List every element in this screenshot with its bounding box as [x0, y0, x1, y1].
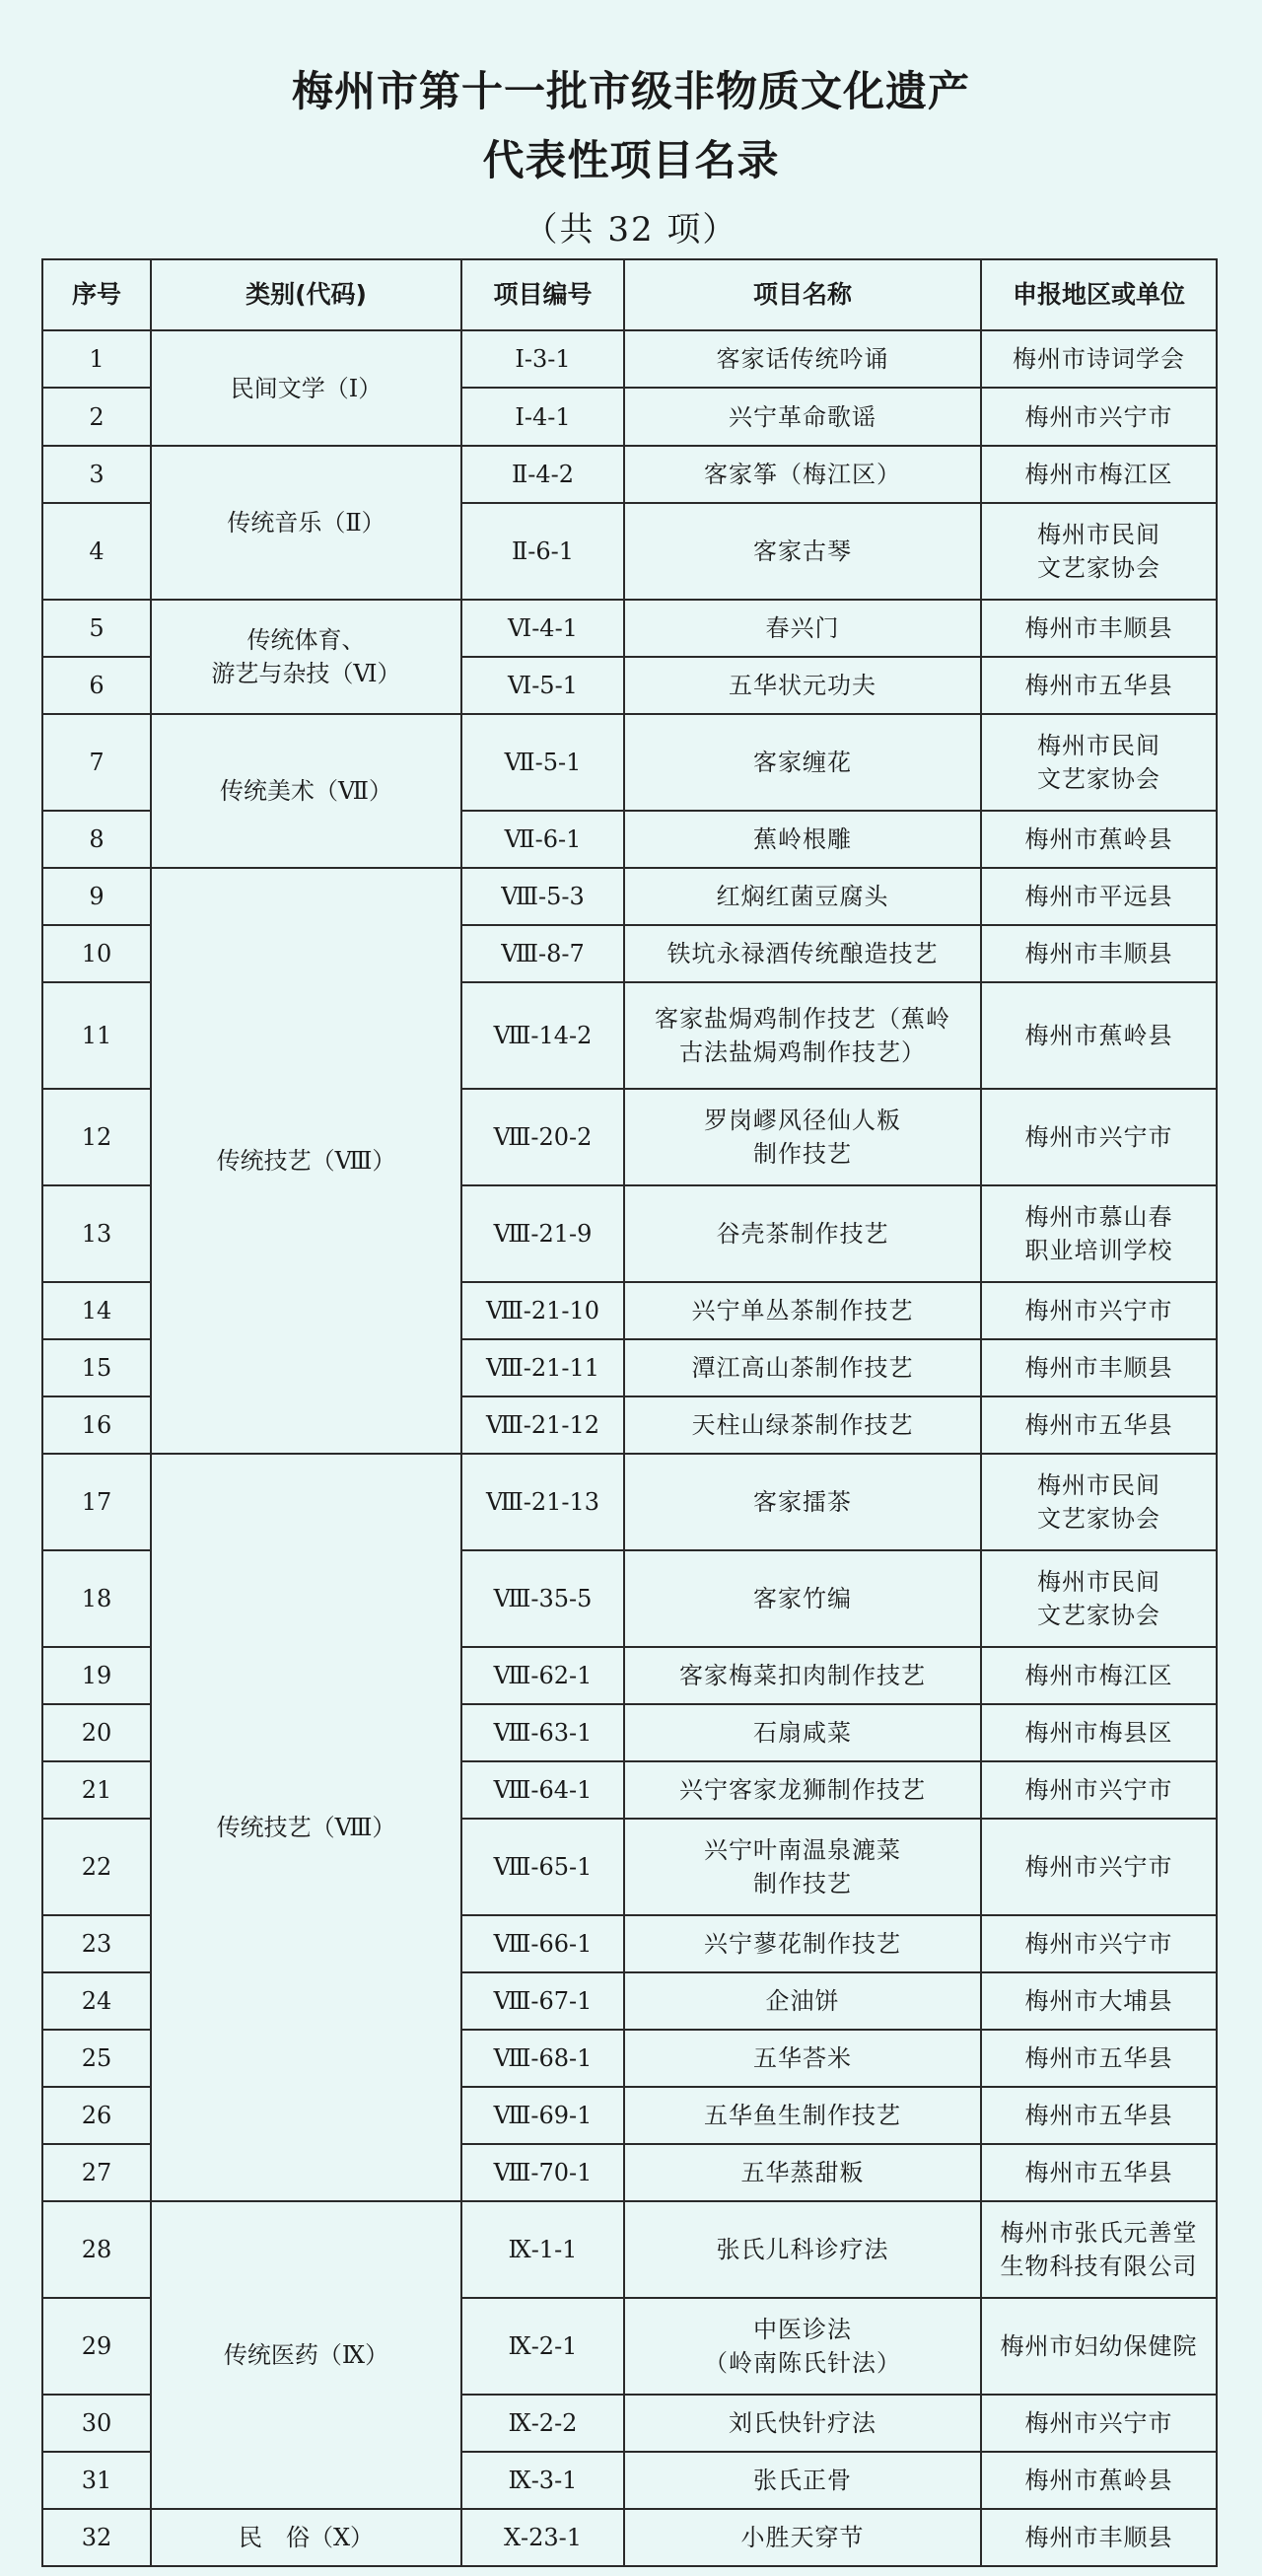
applicant-region: 梅州市丰顺县: [981, 2509, 1217, 2566]
row-number: 32: [42, 2509, 151, 2566]
heritage-table: [41, 258, 1218, 2567]
project-name: 刘氏快针疗法: [624, 2395, 981, 2452]
applicant-region: 梅州市兴宁市: [981, 388, 1217, 446]
applicant-region: 梅州市五华县: [981, 2030, 1217, 2087]
project-code: Ⅸ-2-2: [461, 2395, 624, 2452]
project-code: Ⅰ-3-1: [461, 330, 624, 388]
applicant-region: 梅州市梅江区: [981, 446, 1217, 503]
row-number: 31: [42, 2452, 151, 2509]
project-name: 天柱山绿茶制作技艺: [624, 1396, 981, 1454]
project-code: Ⅷ-20-2: [461, 1089, 624, 1185]
row-number: 14: [42, 1282, 151, 1339]
project-code: Ⅵ-5-1: [461, 657, 624, 714]
row-number: 2: [42, 388, 151, 446]
applicant-region: 梅州市大埔县: [981, 1972, 1217, 2030]
row-number: 26: [42, 2087, 151, 2144]
row-number: 7: [42, 714, 151, 811]
table-row: [42, 2509, 1217, 2566]
project-code: Ⅷ-21-11: [461, 1339, 624, 1396]
project-name: 客家梅菜扣肉制作技艺: [624, 1647, 981, 1704]
project-code: Ⅰ-4-1: [461, 388, 624, 446]
project-code: Ⅸ-2-1: [461, 2298, 624, 2395]
row-number: 11: [42, 982, 151, 1089]
applicant-region: 梅州市丰顺县: [981, 600, 1217, 657]
row-number: 17: [42, 1454, 151, 1550]
category-cell: 传统技艺（Ⅷ）: [151, 1454, 461, 2201]
applicant-region: 梅州市慕山春 职业培训学校: [981, 1185, 1217, 1282]
row-number: 29: [42, 2298, 151, 2395]
row-number: 5: [42, 600, 151, 657]
page-title-line1: 梅州市第十一批市级非物质文化遗产: [291, 67, 970, 115]
row-number: 3: [42, 446, 151, 503]
table-header-row: [42, 259, 1217, 330]
project-name: 小胜天穿节: [624, 2509, 981, 2566]
project-code: Ⅷ-8-7: [461, 925, 624, 982]
project-code: Ⅱ-6-1: [461, 503, 624, 600]
row-number: 20: [42, 1704, 151, 1761]
applicant-region: 梅州市五华县: [981, 1396, 1217, 1454]
project-name: 兴宁客家龙狮制作技艺: [624, 1761, 981, 1819]
project-name: 张氏儿科诊疗法: [624, 2201, 981, 2298]
row-number: 22: [42, 1819, 151, 1915]
project-code: Ⅷ-14-2: [461, 982, 624, 1089]
project-code: Ⅸ-1-1: [461, 2201, 624, 2298]
project-name: 罗岗嵺风径仙人粄 制作技艺: [624, 1089, 981, 1185]
applicant-region: 梅州市五华县: [981, 657, 1217, 714]
table-row: [42, 600, 1217, 657]
table-body: [42, 330, 1217, 2566]
project-code: Ⅶ-5-1: [461, 714, 624, 811]
applicant-region: 梅州市民间 文艺家协会: [981, 1454, 1217, 1550]
project-code: Ⅷ-21-13: [461, 1454, 624, 1550]
project-name: 客家竹编: [624, 1550, 981, 1647]
applicant-region: 梅州市五华县: [981, 2087, 1217, 2144]
applicant-region: 梅州市张氏元善堂 生物科技有限公司: [981, 2201, 1217, 2298]
applicant-region: 梅州市诗词学会: [981, 330, 1217, 388]
column-header-category: 类别(代码): [151, 259, 461, 330]
column-header-region: 申报地区或单位: [981, 259, 1217, 330]
applicant-region: 梅州市丰顺县: [981, 925, 1217, 982]
project-name: 客家缠花: [624, 714, 981, 811]
project-name: 兴宁叶南温泉漉菜 制作技艺: [624, 1819, 981, 1915]
table-row: [42, 330, 1217, 388]
applicant-region: 梅州市蕉岭县: [981, 811, 1217, 868]
applicant-region: 梅州市兴宁市: [981, 1089, 1217, 1185]
applicant-region: 梅州市兴宁市: [981, 1282, 1217, 1339]
row-number: 24: [42, 1972, 151, 2030]
applicant-region: 梅州市蕉岭县: [981, 2452, 1217, 2509]
item-count: （共 32 项）: [524, 210, 738, 250]
project-name: 石扇咸菜: [624, 1704, 981, 1761]
project-name: 潭江高山茶制作技艺: [624, 1339, 981, 1396]
category-cell: 传统体育、 游艺与杂技（Ⅵ）: [151, 600, 461, 714]
column-header-code: 项目编号: [461, 259, 624, 330]
applicant-region: 梅州市民间 文艺家协会: [981, 714, 1217, 811]
project-code: Ⅷ-63-1: [461, 1704, 624, 1761]
project-name: 客家擂茶: [624, 1454, 981, 1550]
project-name: 客家话传统吟诵: [624, 330, 981, 388]
applicant-region: 梅州市民间 文艺家协会: [981, 1550, 1217, 1647]
row-number: 6: [42, 657, 151, 714]
applicant-region: 梅州市梅江区: [981, 1647, 1217, 1704]
row-number: 1: [42, 330, 151, 388]
project-name: 中医诊法 （岭南陈氏针法）: [624, 2298, 981, 2395]
row-number: 18: [42, 1550, 151, 1647]
project-code: Ⅷ-5-3: [461, 868, 624, 925]
project-code: Ⅶ-6-1: [461, 811, 624, 868]
page-title-line2: 代表性项目名录: [482, 136, 780, 184]
project-code: Ⅸ-3-1: [461, 2452, 624, 2509]
table-row: [42, 446, 1217, 503]
row-number: 27: [42, 2144, 151, 2201]
applicant-region: 梅州市丰顺县: [981, 1339, 1217, 1396]
project-name: 五华蒸甜粄: [624, 2144, 981, 2201]
applicant-region: 梅州市民间 文艺家协会: [981, 503, 1217, 600]
row-number: 23: [42, 1915, 151, 1972]
project-code: Ⅵ-4-1: [461, 600, 624, 657]
project-name: 蕉岭根雕: [624, 811, 981, 868]
project-name: 五华鱼生制作技艺: [624, 2087, 981, 2144]
project-code: Ⅷ-67-1: [461, 1972, 624, 2030]
category-cell: 传统音乐（Ⅱ）: [151, 446, 461, 600]
category-cell: 传统美术（Ⅶ）: [151, 714, 461, 868]
project-code: Ⅷ-64-1: [461, 1761, 624, 1819]
row-number: 4: [42, 503, 151, 600]
row-number: 19: [42, 1647, 151, 1704]
row-number: 30: [42, 2395, 151, 2452]
project-code: Ⅷ-21-10: [461, 1282, 624, 1339]
applicant-region: 梅州市五华县: [981, 2144, 1217, 2201]
applicant-region: 梅州市平远县: [981, 868, 1217, 925]
project-name: 张氏正骨: [624, 2452, 981, 2509]
row-number: 9: [42, 868, 151, 925]
applicant-region: 梅州市梅县区: [981, 1704, 1217, 1761]
project-name: 兴宁单丛茶制作技艺: [624, 1282, 981, 1339]
row-number: 25: [42, 2030, 151, 2087]
category-cell: 民 俗（Ⅹ）: [151, 2509, 461, 2566]
heritage-table-container: [41, 258, 1216, 2567]
project-name: 兴宁革命歌谣: [624, 388, 981, 446]
project-name: 五华荅米: [624, 2030, 981, 2087]
project-code: Ⅷ-21-12: [461, 1396, 624, 1454]
project-code: Ⅷ-62-1: [461, 1647, 624, 1704]
applicant-region: 梅州市蕉岭县: [981, 982, 1217, 1089]
project-name: 红焖红菌豆腐头: [624, 868, 981, 925]
table-row: [42, 868, 1217, 925]
project-code: Ⅹ-23-1: [461, 2509, 624, 2566]
row-number: 13: [42, 1185, 151, 1282]
project-name: 兴宁蓼花制作技艺: [624, 1915, 981, 1972]
row-number: 28: [42, 2201, 151, 2298]
project-code: Ⅷ-69-1: [461, 2087, 624, 2144]
project-code: Ⅷ-70-1: [461, 2144, 624, 2201]
project-name: 客家古琴: [624, 503, 981, 600]
category-cell: 民间文学（Ⅰ）: [151, 330, 461, 446]
column-header-name: 项目名称: [624, 259, 981, 330]
category-cell: 传统技艺（Ⅷ）: [151, 868, 461, 1454]
project-code: Ⅷ-66-1: [461, 1915, 624, 1972]
project-code: Ⅷ-21-9: [461, 1185, 624, 1282]
row-number: 21: [42, 1761, 151, 1819]
project-code: Ⅷ-65-1: [461, 1819, 624, 1915]
row-number: 8: [42, 811, 151, 868]
column-header-no: 序号: [42, 259, 151, 330]
table-row: [42, 1454, 1217, 1550]
row-number: 12: [42, 1089, 151, 1185]
project-name: 客家筝（梅江区）: [624, 446, 981, 503]
category-cell: 传统医药（Ⅸ）: [151, 2201, 461, 2509]
project-code: Ⅱ-4-2: [461, 446, 624, 503]
row-number: 15: [42, 1339, 151, 1396]
project-code: Ⅷ-68-1: [461, 2030, 624, 2087]
row-number: 16: [42, 1396, 151, 1454]
table-row: [42, 714, 1217, 811]
applicant-region: 梅州市兴宁市: [981, 1915, 1217, 1972]
project-name: 客家盐焗鸡制作技艺（蕉岭 古法盐焗鸡制作技艺）: [624, 982, 981, 1089]
row-number: 10: [42, 925, 151, 982]
applicant-region: 梅州市兴宁市: [981, 2395, 1217, 2452]
table-row: [42, 2201, 1217, 2298]
project-name: 谷壳茶制作技艺: [624, 1185, 981, 1282]
project-name: 铁坑永禄酒传统酿造技艺: [624, 925, 981, 982]
project-code: Ⅷ-35-5: [461, 1550, 624, 1647]
project-name: 企油饼: [624, 1972, 981, 2030]
applicant-region: 梅州市兴宁市: [981, 1761, 1217, 1819]
applicant-region: 梅州市兴宁市: [981, 1819, 1217, 1915]
project-name: 春兴门: [624, 600, 981, 657]
applicant-region: 梅州市妇幼保健院: [981, 2298, 1217, 2395]
project-name: 五华状元功夫: [624, 657, 981, 714]
